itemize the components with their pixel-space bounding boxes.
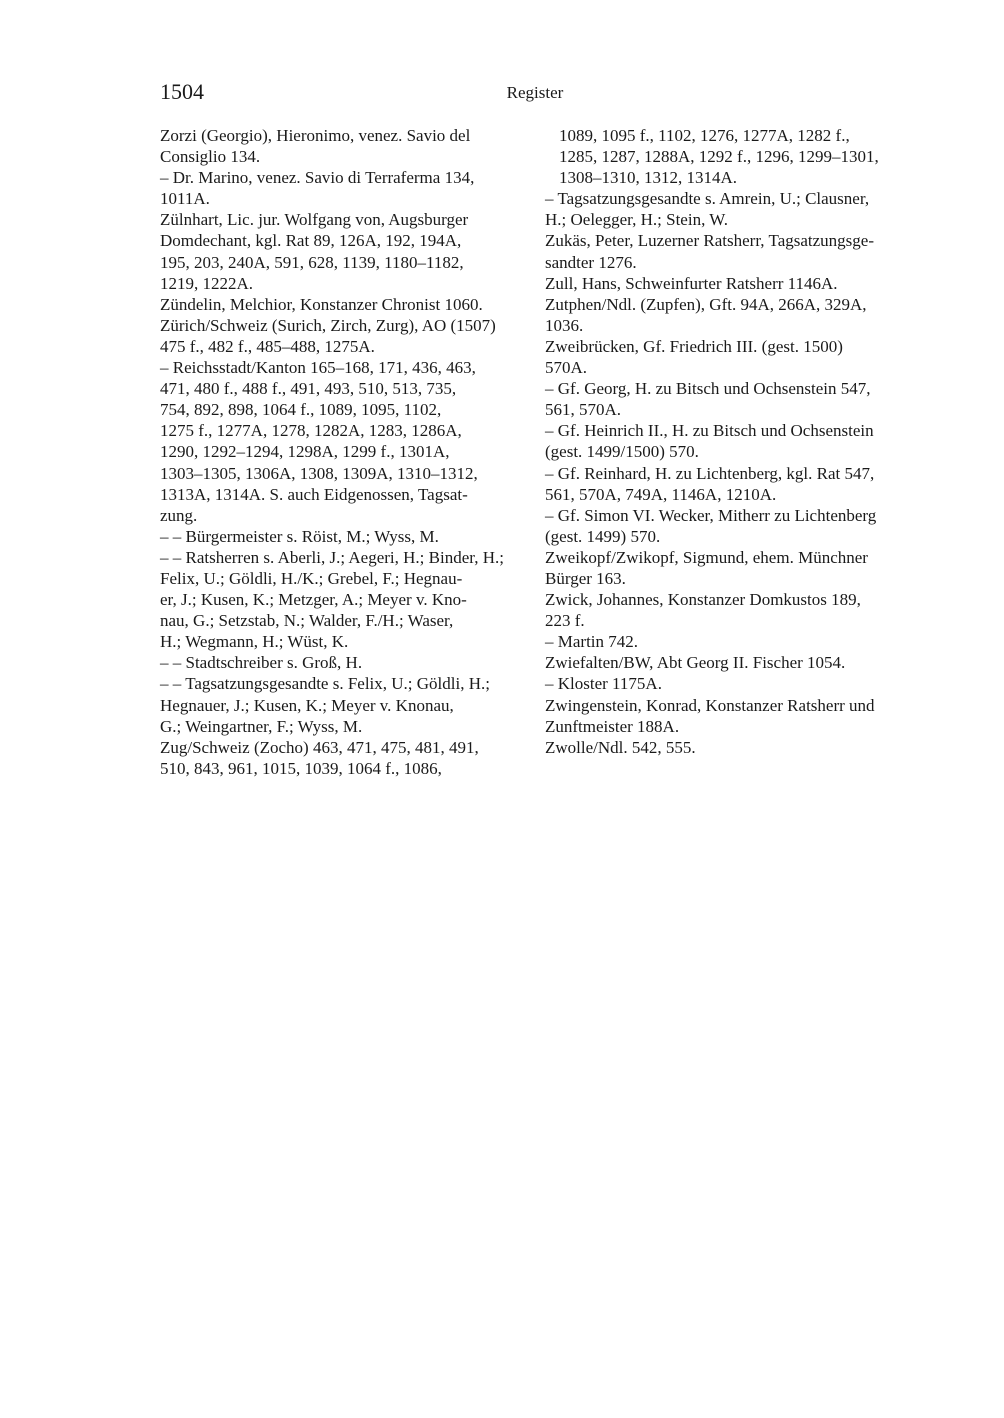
index-entry-line: 1308–1310, 1312, 1314A. (559, 168, 738, 188)
index-entry-line: – – Stadtschreiber s. Groß, H. (160, 653, 363, 673)
index-entry (160, 547, 525, 652)
index-entry (545, 336, 910, 378)
index-entry (545, 505, 910, 547)
index-entry-line: 561, 570A, 749A, 1146A, 1210A. (545, 484, 777, 504)
index-entry (545, 652, 910, 673)
index-entry-line: Zwingenstein, Konrad, Konstanzer Ratsherr und (545, 695, 875, 715)
index-entry-line: 471, 480 f., 488 f., 491, 493, 510, 513, 735, (160, 379, 457, 399)
index-entry-line: 223 f. (545, 611, 585, 631)
index-entry-line: Consiglio 134. (160, 147, 261, 167)
index-entry-line: – – Bürgermeister s. Röist, M.; Wyss, M. (160, 526, 439, 546)
index-entry-line: – Gf. Georg, H. zu Bitsch und Ochsenstein 547, (545, 379, 871, 399)
index-entry-line: – Gf. Heinrich II., H. zu Bitsch und Ochsenstein (545, 421, 874, 441)
index-entry-line: Zwiefalten/BW, Abt Georg II. Fischer 1054. (545, 653, 846, 673)
index-entry-line: (gest. 1499/1500) 570. (545, 442, 699, 462)
index-entry (545, 463, 910, 505)
index-entry-line: Domdechant, kgl. Rat 89, 126A, 192, 194A, (160, 231, 462, 251)
index-entry (160, 526, 525, 547)
index-entry-line: 195, 203, 240A, 591, 628, 1139, 1180–1182, (160, 252, 464, 272)
index-entry-line: 1036. (545, 315, 584, 335)
index-entry-line: – Dr. Marino, venez. Savio di Terraferma 134, (160, 168, 475, 188)
index-entry (160, 737, 525, 779)
index-entry (545, 420, 910, 462)
index-entry (545, 547, 910, 589)
index-entry-line: – Gf. Simon VI. Wecker, Mitherr zu Lichtenberg (545, 505, 877, 525)
index-entry-line: – – Ratsherren s. Aberli, J.; Aegeri, H.; Binder, H.; (160, 547, 504, 567)
running-title: Register (506, 83, 564, 102)
index-entry-line: Zwick, Johannes, Konstanzer Domkustos 189, (545, 590, 861, 610)
index-entry-line: 1089, 1095 f., 1102, 1276, 1277A, 1282 f., (559, 126, 850, 145)
index-entry-line: Felix, U.; Göldli, H./K.; Grebel, F.; Hegnau- (160, 568, 463, 588)
index-entry-line: – Gf. Reinhard, H. zu Lichtenberg, kgl. Rat 547, (545, 463, 875, 483)
index-entry-line: Zweikopf/Zwikopf, Sigmund, ehem. Münchner (545, 547, 868, 567)
index-entry (545, 273, 910, 294)
index-entry-line: 1285, 1287, 1288A, 1292 f., 1296, 1299–1301, (559, 147, 879, 167)
index-entry-line: 754, 892, 898, 1064 f., 1089, 1095, 1102, (160, 400, 442, 420)
index-entry-line: 510, 843, 961, 1015, 1039, 1064 f., 1086, (160, 758, 442, 778)
index-entry-line: Zull, Hans, Schweinfurter Ratsherr 1146A. (545, 273, 838, 293)
index-entry-line: Zürich/Schweiz (Surich, Zirch, Zurg), AO (1507) (160, 315, 496, 335)
index-entry-line: Zukäs, Peter, Luzerner Ratsherr, Tagsatzungsge- (545, 231, 874, 251)
index-entry-line: Zorzi (Georgio), Hieronimo, venez. Savio del (160, 126, 471, 145)
index-entry-line: 1275 f., 1277A, 1278, 1282A, 1283, 1286A, (160, 421, 462, 441)
index-entry-line: 561, 570A. (545, 400, 622, 420)
index-entry-line: er, J.; Kusen, K.; Metzger, A.; Meyer v. Kno- (160, 590, 467, 610)
index-entry-line: Zündelin, Melchior, Konstanzer Chronist 1060. (160, 294, 483, 314)
index-column-right (545, 125, 910, 758)
index-entry-line: 1011A. (160, 189, 210, 209)
index-entry-line: Zülnhart, Lic. jur. Wolfgang von, Augsburger (160, 210, 469, 230)
index-entry (545, 631, 910, 652)
index-entry (160, 357, 525, 526)
index-entry-line: 570A. (545, 358, 588, 378)
index-entry-line: – Tagsatzungsgesandte s. Amrein, U.; Clausner, (545, 189, 870, 209)
index-entry (545, 294, 910, 336)
index-entry-line: – Reichsstadt/Kanton 165–168, 171, 436, 463, (160, 358, 476, 378)
index-entry-line: – Kloster 1175A. (545, 674, 662, 694)
index-entry-line: – – Tagsatzungsgesandte s. Felix, U.; Göldli, H.; (160, 674, 490, 694)
index-entry-line: (gest. 1499) 570. (545, 526, 661, 546)
index-entry-line: sandter 1276. (545, 252, 637, 272)
index-entry (160, 315, 525, 357)
index-entry-line: Zunftmeister 188A. (545, 716, 680, 736)
index-entry (545, 737, 910, 758)
index-entry-line: Bürger 163. (545, 568, 626, 588)
index-entry (160, 294, 525, 315)
index-entry-line: Zwolle/Ndl. 542, 555. (545, 737, 696, 757)
index-entry-line: Zweibrücken, Gf. Friedrich III. (gest. 1500) (545, 336, 843, 356)
index-entry (545, 673, 910, 694)
index-entry-line: 1290, 1292–1294, 1298A, 1299 f., 1301A, (160, 442, 450, 462)
index-entry (160, 673, 525, 736)
index-entry-line: Zug/Schweiz (Zocho) 463, 471, 475, 481, 491, (160, 737, 479, 757)
index-entry-line: 1313A, 1314A. S. auch Eidgenossen, Tagsat- (160, 484, 468, 504)
index-entry (545, 125, 910, 188)
index-entry (160, 167, 525, 209)
index-entry-line: zung. (160, 505, 198, 525)
index-entry (160, 209, 525, 293)
index-entry-line: 1303–1305, 1306A, 1308, 1309A, 1310–1312, (160, 463, 478, 483)
index-entry-line: nau, G.; Setzstab, N.; Walder, F./H.; Waser, (160, 611, 454, 631)
index-entry-line: Hegnauer, J.; Kusen, K.; Meyer v. Knonau, (160, 695, 454, 715)
index-entry-line: – Martin 742. (545, 632, 639, 652)
index-entry (545, 589, 910, 631)
index-entry (545, 695, 910, 737)
index-entry-line: G.; Weingartner, F.; Wyss, M. (160, 716, 363, 736)
index-entry (160, 125, 525, 167)
index-entry (545, 188, 910, 230)
index-column-left (160, 125, 525, 779)
index-entry-line: H.; Wegmann, H.; Wüst, K. (160, 632, 349, 652)
page-number: 1504 (160, 79, 204, 104)
index-entry (160, 652, 525, 673)
index-entry (545, 230, 910, 272)
index-entry-line: Zutphen/Ndl. (Zupfen), Gft. 94A, 266A, 329A, (545, 294, 867, 314)
index-entry-line: 475 f., 482 f., 485–488, 1275A. (160, 336, 375, 356)
index-entry-line: 1219, 1222A. (160, 273, 254, 293)
index-entry (545, 378, 910, 420)
index-entry-line: H.; Oelegger, H.; Stein, W. (545, 210, 728, 230)
